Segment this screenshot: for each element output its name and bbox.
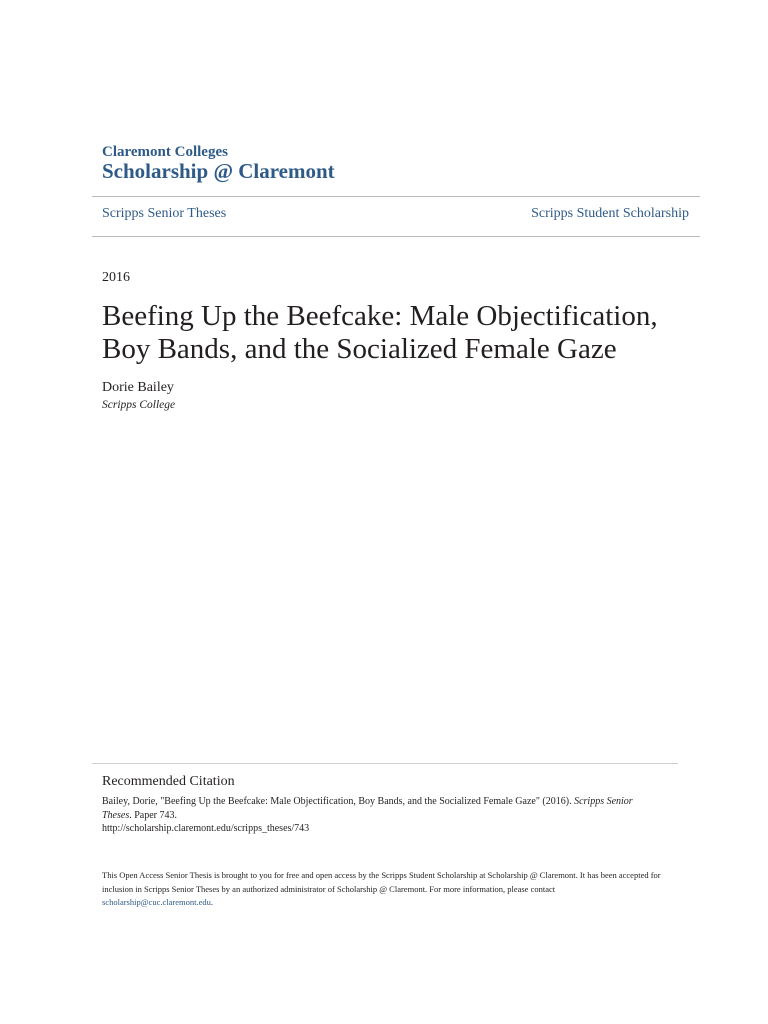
notice-text: This Open Access Senior Thesis is brought to you for free and open access by the Scripps Student Scholarship at Scholarship @ Claremont. It has been accepted for inclusion in Scripps Senior Theses by an authorized administrator of Scholarship @ Claremont. For more information, please contact [102, 870, 661, 894]
publication-year: 2016 [102, 270, 130, 285]
repository-name: Claremont Colleges [102, 144, 228, 160]
paper-title: Beefing Up the Beefcake: Male Objectification, Boy Bands, and the Socialized Female Gaze [102, 300, 658, 365]
citation-paper-number: . Paper 743. [129, 809, 178, 821]
citation-series: Scripps Senior Theses [102, 796, 633, 821]
repository-title[interactable]: Scholarship @ Claremont [102, 159, 335, 183]
author-name: Dorie Bailey [102, 380, 174, 395]
author-affiliation: Scripps College [102, 399, 176, 411]
header-divider-top [92, 196, 700, 197]
collection-link-senior-theses[interactable]: Scripps Senior Theses [102, 206, 227, 221]
citation-prefix: Bailey, Dorie, "Beefing Up the Beefcake: Male Objectification, Boy Bands, and the Socialized Female Gaze" (2016). [102, 796, 575, 807]
collection-link-student-scholarship[interactable]: Scripps Student Scholarship [531, 206, 689, 221]
open-access-notice [102, 869, 672, 910]
citation-url: http://scholarship.claremont.edu/scripps_theses/743 [102, 823, 310, 834]
citation-heading: Recommended Citation [102, 774, 235, 789]
header-divider-bottom [92, 236, 700, 237]
citation-divider [92, 763, 678, 764]
contact-email-link[interactable]: scholarship@cuc.claremont.edu [102, 897, 211, 907]
notice-end: . [210, 897, 213, 907]
citation-text [102, 795, 662, 836]
